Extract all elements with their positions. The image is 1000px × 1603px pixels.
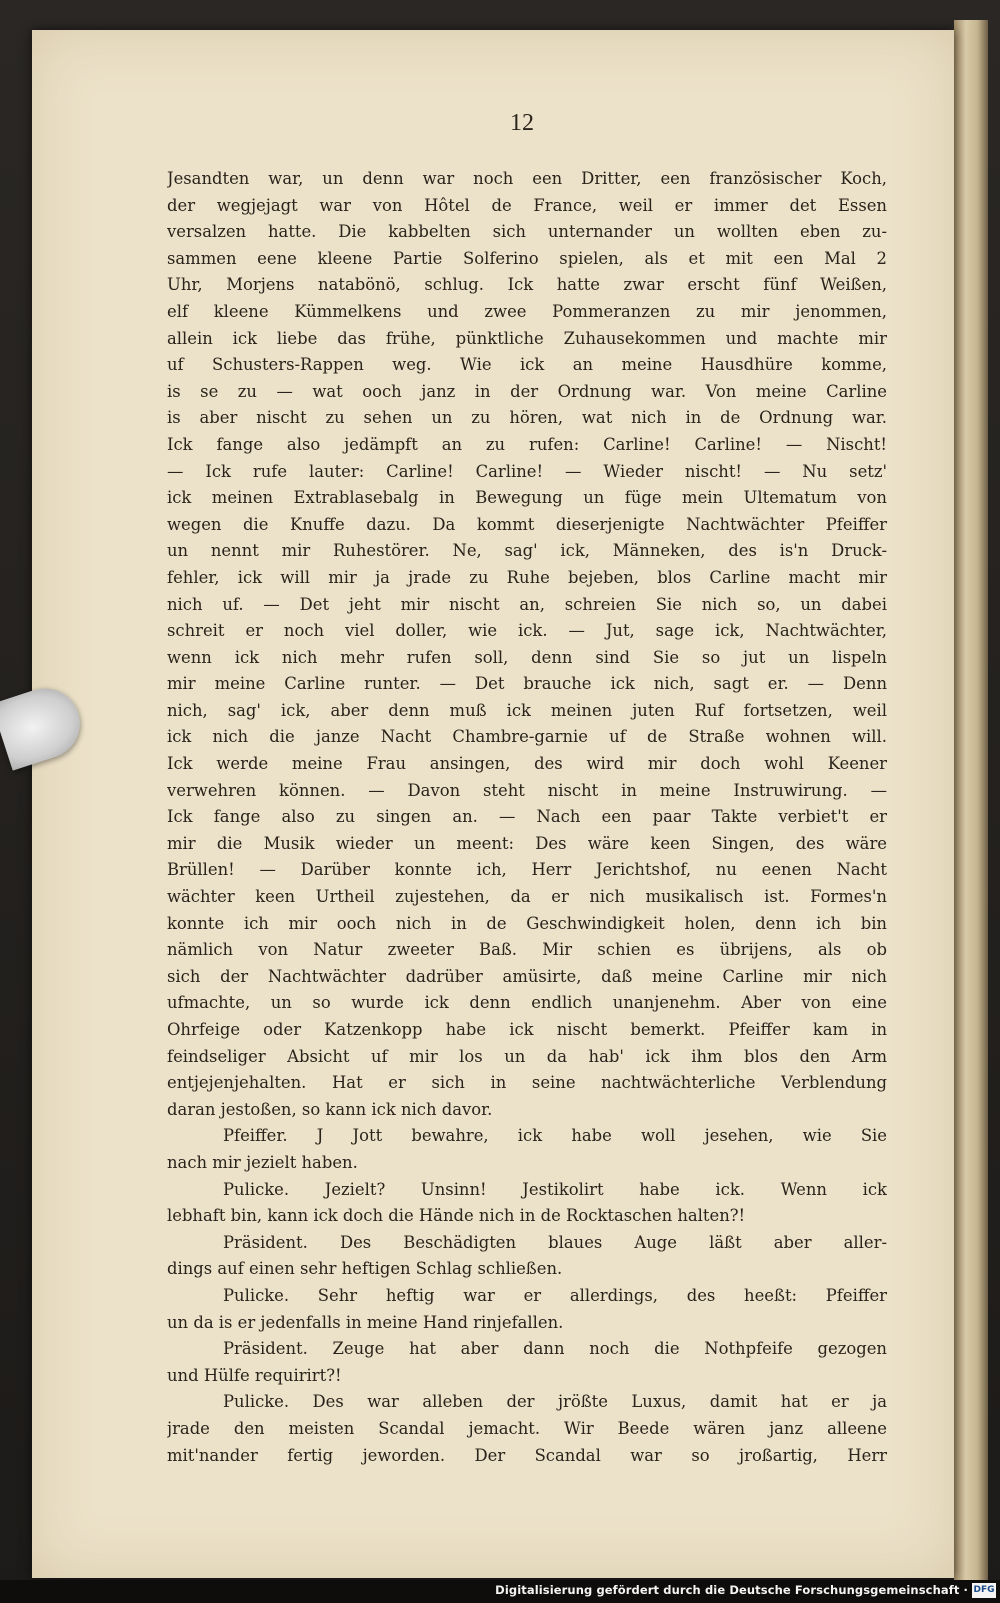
text-line: sich der Nachtwächter dadrüber amüsirte, daß meine Carline mir nich: [167, 966, 887, 986]
text-line: schreit er noch viel doller, wie ick. — Jut, sage ick, Nachtwächter,: [167, 621, 887, 641]
text-line: Pulicke. Sehr heftig war er allerdings, des heeßt: Pfeiffer: [223, 1285, 887, 1305]
text-line: nich uf. — Det jeht mir nischt an, schreien Sie nich so, un dabei: [167, 594, 887, 614]
funding-credit: Digitalisierung gefördert durch die Deutsche Forschungsgemeinschaft ·: [495, 1583, 968, 1597]
text-line: ick meinen Extrablasebalg in Bewegung un füge mein Ultematum von: [167, 488, 887, 508]
text-line: Jesandten war, un denn war noch een Dritter, een französischer Koch,: [167, 169, 887, 188]
text-line: konnte ich mir ooch nich in de Geschwindigkeit holen, denn ich bin: [167, 913, 887, 933]
text-line: lebhaft bin, kann ick doch die Hände nich in de Rocktaschen halten?!: [167, 1206, 746, 1226]
text-line: Uhr, Morjens natabönö, schlug. Ick hatte zwar erscht fünf Weißen,: [167, 275, 887, 295]
text-line: dings auf einen sehr heftigen Schlag schließen.: [167, 1259, 563, 1279]
scanned-page: [32, 30, 954, 1578]
text-line: uf Schusters-Rappen weg. Wie ick an meine Hausdhüre komme,: [167, 355, 887, 375]
text-line: Ick fange also zu singen an. — Nach een paar Takte verbiet't er: [167, 807, 887, 827]
text-line: der wegjejagt war von Hôtel de France, weil er immer det Essen: [167, 195, 887, 215]
text-line: nämlich von Natur zweeter Baß. Mir schien es übrijens, als ob: [167, 940, 887, 960]
text-line: un da is er jedenfalls in meine Hand rinjefallen.: [167, 1312, 564, 1332]
text-line: mir die Musik wieder un meent: Des wäre keen Singen, des wäre: [167, 833, 887, 853]
text-line: is aber nischt zu sehen un zu hören, wat nich in de Ordnung war.: [167, 408, 887, 428]
text-line: mit'nander fertig jeworden. Der Scandal war so jroßartig, Herr: [167, 1445, 887, 1465]
text-line: Brüllen! — Darüber konnte ich, Herr Jerichtshof, nu eenen Nacht: [167, 860, 887, 880]
text-line: allein ick liebe das frühe, pünktliche Zuhausekommen und machte mir: [167, 328, 887, 348]
footer-bar: [0, 1580, 1000, 1603]
text-line: is se zu — wat ooch janz in der Ordnung war. Von meine Carline: [167, 381, 887, 401]
text-line: versalzen hatte. Die kabbelten sich unternander un wollten eben zu-: [167, 222, 887, 242]
text-line: Ick fange also jedämpft an zu rufen: Carline! Carline! — Nischt!: [167, 434, 887, 454]
text-line: ick nich die janze Nacht Chambre-garnie uf de Straße wohnen will.: [167, 727, 887, 747]
text-line: feindseliger Absicht uf mir los un da hab' ick ihm blos den Arm: [167, 1046, 887, 1066]
text-line: entjejenjehalten. Hat er sich in seine nachtwächterliche Verblendung: [167, 1073, 887, 1093]
text-line: Pfeiffer. J Jott bewahre, ick habe woll jesehen, wie Sie: [223, 1126, 887, 1146]
page-text-body: [167, 166, 887, 1469]
text-line: mir meine Carline runter. — Det brauche ick nich, sagt er. — Denn: [167, 674, 887, 694]
text-line: ufmachte, un so wurde ick denn endlich unanjenehm. Aber von eine: [167, 993, 887, 1013]
text-line: wegen die Knuffe dazu. Da kommt dieserjenigte Nachtwächter Pfeiffer: [167, 514, 887, 534]
text-line: Pulicke. Jezielt? Unsinn! Jestikolirt habe ick. Wenn ick: [223, 1179, 887, 1199]
text-line: wenn ick nich mehr rufen soll, denn sind Sie so jut un lispeln: [167, 647, 887, 667]
text-line: verwehren können. — Davon steht nischt in meine Instruwirung. —: [167, 780, 887, 800]
text-line: Pulicke. Des war alleben der jrößte Luxus, damit hat er ja: [223, 1392, 887, 1412]
text-line: sammen eene kleene Partie Solferino spielen, als et mit een Mal 2: [167, 248, 887, 268]
text-line: — Ick rufe lauter: Carline! Carline! — Wieder nischt! — Nu setz': [167, 461, 887, 481]
text-line: fehler, ick will mir ja jrade zu Ruhe bejeben, blos Carline macht mir: [167, 567, 887, 587]
text-line: Präsident. Des Beschädigten blaues Auge läßt aber aller-: [223, 1232, 887, 1252]
text-line: Präsident. Zeuge hat aber dann noch die Nothpfeife gezogen: [223, 1339, 887, 1359]
book-page-edge: [954, 20, 988, 1580]
page-number: 12: [510, 110, 534, 136]
text-line: wächter keen Urtheil zujestehen, da er nich musikalisch ist. Formes'n: [167, 887, 887, 907]
text-line: und Hülfe requirirt?!: [167, 1365, 342, 1385]
text-line: jrade den meisten Scandal jemacht. Wir Beede wären janz alleene: [167, 1418, 887, 1438]
text-line: nach mir jezielt haben.: [167, 1152, 358, 1172]
text-line: nich, sag' ick, aber denn muß ick meinen juten Ruf fortsetzen, weil: [167, 700, 887, 720]
text-line: Ick werde meine Frau ansingen, des wird mir doch wohl Keener: [167, 754, 887, 774]
text-line: daran jestoßen, so kann ick nich davor.: [167, 1099, 493, 1119]
text-line: un nennt mir Ruhestörer. Ne, sag' ick, Männeken, des is'n Druck-: [167, 541, 887, 561]
dfg-logo-icon: DFG: [972, 1583, 996, 1598]
text-line: Ohrfeige oder Katzenkopp habe ick nischt bemerkt. Pfeiffer kam in: [167, 1020, 887, 1039]
text-line: elf kleene Kümmelkens und zwee Pommeranzen zu mir jenommen,: [167, 301, 887, 321]
